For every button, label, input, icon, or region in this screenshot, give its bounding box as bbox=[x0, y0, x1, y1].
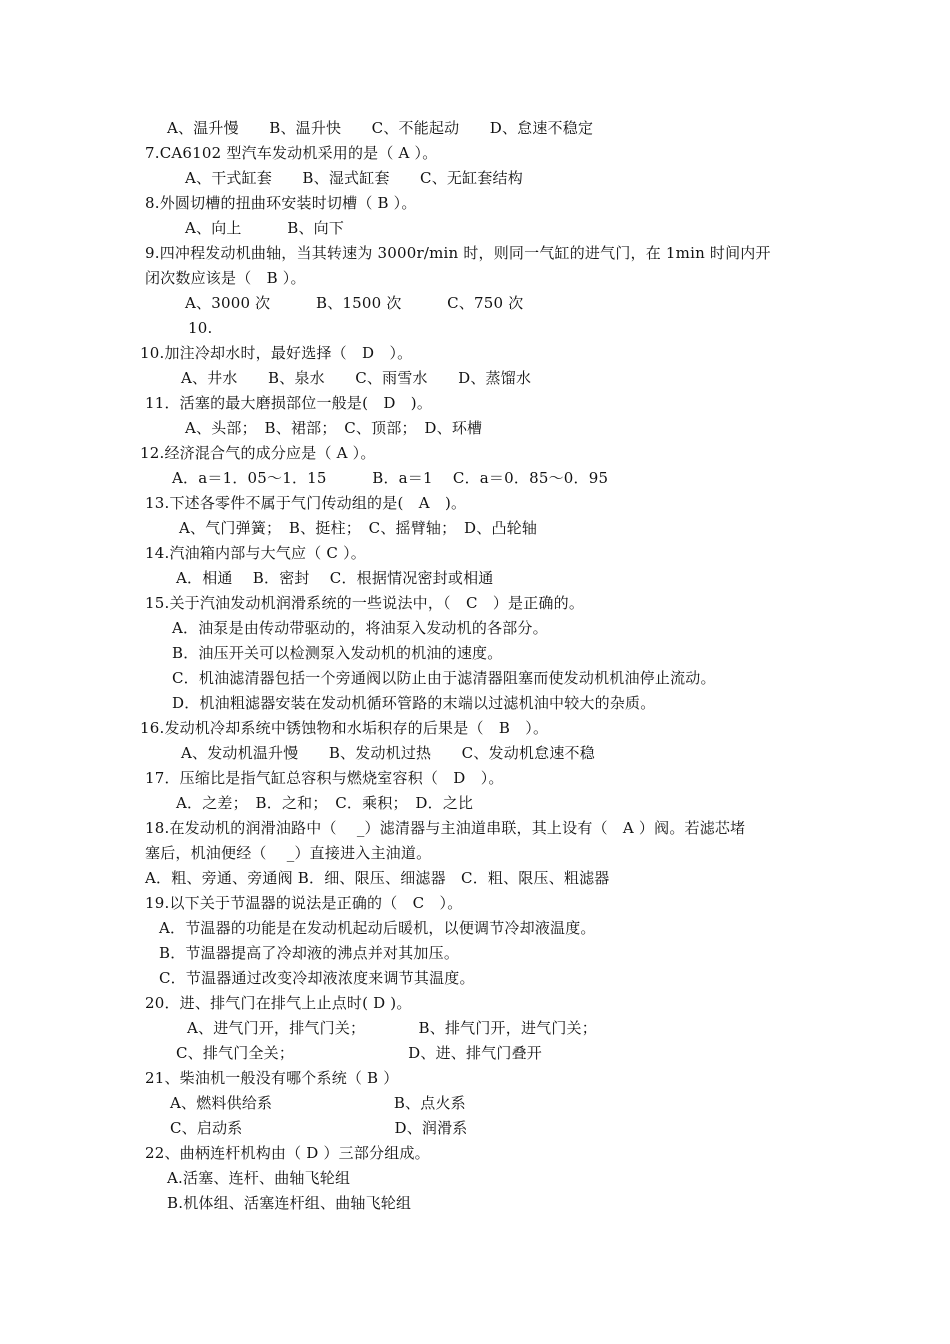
q14-options: A．相通 B．密封 C．根据情况密封或相通 bbox=[176, 569, 494, 587]
q9-question: 9.四冲程发动机曲轴，当其转速为 3000r/min 时，则同一气缸的进气门，在 1min 时间内开 bbox=[145, 244, 771, 262]
q6-options: A、温升慢 B、温升快 C、不能起动 D、怠速不稳定 bbox=[167, 119, 594, 137]
q10-options: A、井水 B、泉水 C、雨雪水 D、蒸馏水 bbox=[181, 369, 532, 387]
q20-question: 20．进、排气门在排气上止点时( D )。 bbox=[145, 994, 412, 1012]
q22-question: 22、曲柄连杆机构由（ D ）三部分组成。 bbox=[145, 1144, 430, 1162]
q21-options-row2: C、启动系 D、润滑系 bbox=[170, 1119, 468, 1137]
q14-question: 14.汽油箱内部与大气应（ C ）。 bbox=[145, 544, 366, 562]
q11-options: A、头部； B、裙部； C、顶部； D、环槽 bbox=[185, 419, 483, 437]
q18-options: A．粗、旁通、旁通阀 B．细、限压、细滤器 C．粗、限压、粗滤器 bbox=[145, 869, 610, 887]
q22-option-b: B.机体组、活塞连杆组、曲轴飞轮组 bbox=[167, 1194, 412, 1212]
q16-question: 16.发动机冷却系统中锈蚀物和水垢积存的后果是（ B ）。 bbox=[140, 719, 549, 737]
q13-options: A、气门弹簧； B、挺柱； C、摇臂轴； D、凸轮轴 bbox=[179, 519, 538, 537]
q21-options-row1: A、燃料供给系 B、点火系 bbox=[170, 1094, 466, 1112]
q8-options: A、向上 B、向下 bbox=[185, 219, 345, 237]
q17-question: 17．压缩比是指气缸总容积与燃烧室容积（ D ）。 bbox=[145, 769, 504, 787]
q19-option-c: C．节温器通过改变冷却液浓度来调节其温度。 bbox=[159, 969, 475, 987]
q17-options: A．之差； B．之和； C．乘积； D．之比 bbox=[176, 794, 474, 812]
q9-question-cont: 闭次数应该是（ B ）。 bbox=[145, 269, 306, 287]
q12-options: A．a＝1．05～1．15 B．a＝1 C．a＝0．85～0．95 bbox=[172, 469, 609, 487]
stray-number: 10. bbox=[188, 319, 213, 337]
q21-question: 21、柴油机一般没有哪个系统（ B ） bbox=[145, 1069, 399, 1087]
q15-option-a: A．油泵是由传动带驱动的，将油泵入发动机的各部分。 bbox=[172, 619, 548, 637]
q18-question: 18.在发动机的润滑油路中（ _）滤清器与主油道串联，其上设有（ A ）阀。若滤芯堵 bbox=[145, 819, 746, 837]
q15-question: 15.关于汽油发动机润滑系统的一些说法中，（ C ）是正确的。 bbox=[145, 594, 585, 612]
q19-question: 19.以下关于节温器的说法是正确的（ C ）。 bbox=[145, 894, 463, 912]
q20-options-row2: C、排气门全关； D、进、排气门叠开 bbox=[176, 1044, 543, 1062]
q7-options: A、干式缸套 B、湿式缸套 C、无缸套结构 bbox=[185, 169, 523, 187]
q19-option-a: A．节温器的功能是在发动机起动后暖机，以便调节冷却液温度。 bbox=[159, 919, 596, 937]
q22-option-a: A.活塞、连杆、曲轴飞轮组 bbox=[167, 1169, 351, 1187]
q15-option-d: D．机油粗滤器安装在发动机循环管路的末端以过滤机油中较大的杂质。 bbox=[172, 694, 656, 712]
q18-question-cont: 塞后，机油便经（ _）直接进入主油道。 bbox=[145, 844, 432, 862]
q16-options: A、发动机温升慢 B、发动机过热 C、发动机怠速不稳 bbox=[181, 744, 595, 762]
q7-question: 7.CA6102 型汽车发动机采用的是（ A ）。 bbox=[145, 144, 438, 162]
q19-option-b: B．节温器提高了冷却液的沸点并对其加压。 bbox=[159, 944, 460, 962]
q13-question: 13.下述各零件不属于气门传动组的是( A )。 bbox=[145, 494, 467, 512]
q20-options-row1: A、进气门开，排气门关； B、排气门开，进气门关； bbox=[187, 1019, 597, 1037]
q15-option-b: B．油压开关可以检测泵入发动机的机油的速度。 bbox=[172, 644, 503, 662]
q12-question: 12.经济混合气的成分应是（ A ）。 bbox=[140, 444, 376, 462]
q11-question: 11．活塞的最大磨损部位一般是( D )。 bbox=[145, 394, 433, 412]
q15-option-c: C．机油滤清器包括一个旁通阀以防止由于滤清器阻塞而使发动机机油停止流动。 bbox=[172, 669, 716, 687]
q9-options: A、3000 次 B、1500 次 C、750 次 bbox=[185, 294, 524, 312]
q10-question: 10.加注冷却水时，最好选择（ D ）。 bbox=[140, 344, 413, 362]
q8-question: 8.外圆切槽的扭曲环安装时切槽（ B ）。 bbox=[145, 194, 417, 212]
